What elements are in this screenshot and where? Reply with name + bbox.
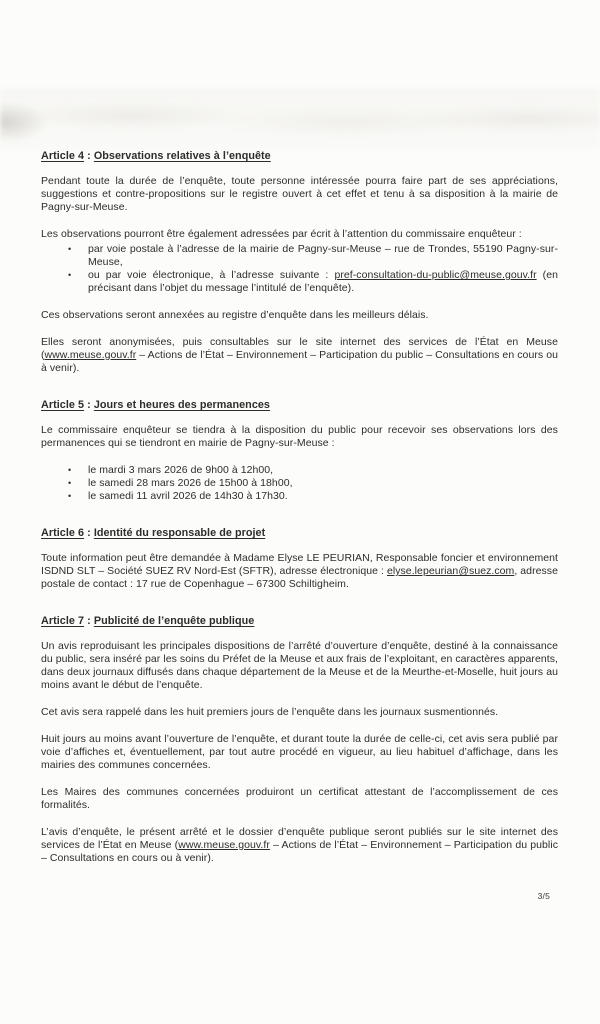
- scan-noise-artifact: [0, 88, 600, 150]
- paragraph: Le commissaire enquêteur se tiendra à la disposition du public pour recevoir ses observations lors des permanences qui se tiendront en mairie de Pagny-sur-Meuse :: [41, 424, 558, 449]
- list-item: [41, 490, 558, 503]
- article-5-label: Article 5: [41, 399, 85, 411]
- article-6-heading: [41, 527, 558, 540]
- paragraph-text-pre: Elles seront anonymisées, puis consultables sur le site internet des services de l’État en Meuse (: [41, 336, 558, 361]
- list-item: [41, 464, 558, 477]
- article-5-separator: :: [84, 399, 94, 411]
- list-item: [41, 477, 558, 490]
- paragraph: Un avis reproduisant les principales dispositions de l’arrêté d’ouverture d’enquête, destiné à la connaissance du public, sera inséré par les soins du Préfet de la Meuse et aux frais de l’exploitant, en caractères apparents, dans deux journaux diffusés dans chaque département de la Meuse et de la Meurthe-et-Moselle, huit jours au moins avant le début de l’enquête.: [41, 640, 558, 691]
- paragraph: [41, 826, 558, 865]
- paragraph: Huit jours au moins avant l’ouverture de l’enquête, et durant toute la durée de celle-ci, cet avis sera publié par voie d’affiches et, éventuellement, par tout autre procédé en vigueur, au lieu habituel d’affichage, dans les mairies des communes concernées.: [41, 733, 558, 771]
- list-item-text: par voie postale à l’adresse de la mairie de Pagny-sur-Meuse – rue de Trondes, 55190 Pagny-sur-Meuse,: [88, 243, 558, 268]
- bullet-icon: •: [68, 478, 72, 488]
- article-4-label: Article 4: [41, 150, 85, 162]
- article-6-label: Article 6: [41, 527, 85, 539]
- article-5-title: Jours et heures des permanences: [93, 399, 270, 411]
- article-6-title: Identité du responsable de projet: [93, 527, 266, 539]
- article-4-separator: :: [84, 150, 94, 162]
- permanence-date: le mardi 3 mars 2026 de 9h00 à 12h00,: [88, 464, 274, 476]
- paragraph: Les observations pourront être également adressées par écrit à l’attention du commissaire enquêteur :: [41, 228, 522, 240]
- article-4-heading: [41, 150, 558, 163]
- bullet-icon: •: [68, 270, 72, 280]
- email-link[interactable]: elyse.lepeurian@suez.com: [386, 565, 515, 577]
- paragraph: [41, 336, 558, 375]
- paragraph-text-pre: L’avis d’enquête, le présent arrêté et le dossier d’enquête publique seront publiés sur le site internet des services de l’État en Meuse (: [41, 826, 558, 851]
- website-link[interactable]: www.meuse.gouv.fr: [178, 839, 270, 851]
- observation-channels-list: [41, 243, 558, 295]
- bullet-icon: •: [68, 491, 72, 501]
- paragraph-text-post: – Actions de l’État – Environnement – Participation du public – Consultations en cours ou à venir).: [41, 349, 558, 374]
- permanence-date: le samedi 28 mars 2026 de 15h00 à 18h00,: [88, 477, 293, 489]
- article-5-heading: [41, 399, 558, 412]
- bullet-icon: •: [68, 244, 72, 254]
- website-link[interactable]: www.meuse.gouv.fr: [44, 349, 137, 361]
- article-6-separator: :: [84, 527, 94, 539]
- permanence-date: le samedi 11 avril 2026 de 14h30 à 17h30.: [88, 490, 288, 502]
- paragraph: [41, 552, 558, 591]
- paragraph-text-post: , adresse postale de contact : 17 rue de Copenhague – 67300 Schiltigheim.: [41, 565, 558, 590]
- document-body: [41, 150, 558, 879]
- article-7-title: Publicité de l’enquête publique: [93, 615, 255, 627]
- list-item-text: [88, 269, 558, 295]
- list-item-text-post: (en précisant dans l’objet du message l’intitulé de l’enquête).: [88, 269, 558, 294]
- email-link[interactable]: pref-consultation-du-public@meuse.gouv.fr: [334, 269, 537, 281]
- article-7-separator: :: [84, 615, 94, 627]
- paragraph: Pendant toute la durée de l’enquête, toute personne intéressée pourra faire part de ses appréciations, suggestions et contre-propositions sur le registre ouvert à cet effet et tenu à sa disposition à la mairie de Pagny-sur-Meuse.: [41, 175, 558, 213]
- paragraph-text-post: – Actions de l’État – Environnement – Participation du public – Consultations en cours ou à venir).: [41, 839, 559, 864]
- paragraph: Cet avis sera rappelé dans les huit premiers jours de l’enquête dans les journaux susmentionnés.: [41, 706, 499, 718]
- page-number: 3/5: [537, 891, 550, 901]
- article-7-heading: [41, 615, 558, 628]
- bullet-icon: •: [68, 465, 72, 475]
- list-item: [41, 243, 558, 269]
- paragraph: Les Maires des communes concernées produiront un certificat attestant de l’accomplissement de ces formalités.: [41, 786, 558, 811]
- paragraph: Ces observations seront annexées au registre d’enquête dans les meilleurs délais.: [41, 309, 429, 321]
- list-item: [41, 269, 558, 295]
- permanence-dates-list: [41, 464, 558, 503]
- article-4-title: Observations relatives à l’enquête: [93, 150, 271, 162]
- article-7-label: Article 7: [41, 615, 85, 627]
- list-item-text-pre: ou par voie électronique, à l’adresse suivante :: [88, 269, 335, 281]
- paragraph-text-pre: Toute information peut être demandée à Madame Elyse LE PEURIAN, Responsable foncier et environnement ISDND SLT – Société SUEZ RV Nord-Est (SFTR), adresse électronique :: [41, 552, 558, 577]
